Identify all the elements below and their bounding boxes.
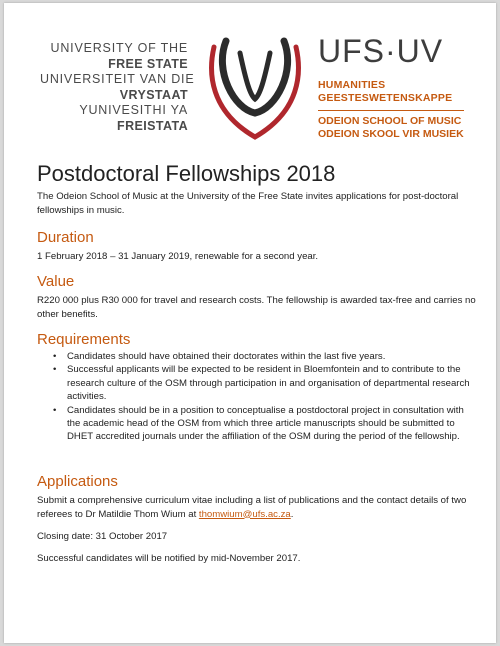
requirements-heading: Requirements (37, 331, 131, 348)
list-item (37, 363, 477, 403)
faculty-name (318, 79, 452, 105)
brand-logotype: UFS·UV (318, 33, 444, 69)
header-divider (318, 110, 464, 111)
value-heading: Value (37, 273, 75, 290)
bullet-icon: • (53, 351, 57, 362)
list-item (37, 350, 477, 363)
university-line: YUNIVESITHI YA (79, 103, 188, 117)
document-title: Postdoctoral Fellowships 2018 (37, 161, 336, 186)
list-item-text: Candidates should have obtained their doctorates within the last five years. (67, 351, 386, 362)
intro-paragraph: The Odeion School of Music at the University of the Free State invites applications for post-doctoral fellowships in music. (37, 191, 459, 216)
applications-body: Submit a comprehensive curriculum vitae including a list of publications and the contact details of two referees to Dr Matildie Thom Wium at (37, 495, 467, 520)
school-name (318, 115, 464, 141)
value-text: R220 000 plus R30 000 for travel and research costs. The fellowship is awarded tax-free and carries no other benefits. (37, 295, 476, 320)
university-name-block (40, 41, 195, 134)
list-item-text: Candidates should be in a position to conceptualise a postdoctoral project in consultation with the academic head of the OSM from which three article manuscripts should be submitted to DHET accredited journals under the affiliation of the OSM during the period of the fellowship. (67, 404, 464, 443)
university-line: VRYSTAAT (119, 87, 188, 102)
list-item (37, 404, 477, 444)
duration-heading: Duration (37, 229, 94, 246)
university-line: FREISTATA (117, 118, 188, 133)
list-item-text: Successful applicants will be expected to be resident in Bloemfontein and to contribute to the research culture of the OSM through participation in and organisation of departmental research activities. (67, 364, 470, 403)
notification-text: Successful candidates will be notified by mid-November 2017. (37, 553, 301, 564)
school-line: ODEION SCHOOL OF MUSIC (318, 115, 462, 127)
school-line: ODEION SKOOL VIR MUSIEK (318, 128, 464, 140)
applications-heading: Applications (37, 473, 118, 490)
requirements-list (37, 350, 477, 444)
email-link[interactable]: thomwium@ufs.ac.za (198, 508, 291, 520)
university-line: UNIVERSITEIT VAN DIE (40, 72, 195, 86)
university-line: FREE STATE (108, 56, 188, 71)
faculty-line: GEESTESWETENSKAPPE (318, 92, 453, 104)
applications-text (37, 494, 477, 521)
university-line: UNIVERSITY OF THE (50, 41, 188, 55)
bullet-icon: • (53, 364, 57, 376)
duration-text: 1 February 2018 – 31 January 2019, renewable for a second year. (37, 251, 319, 262)
closing-date: Closing date: 31 October 2017 (37, 531, 168, 542)
applications-end: . (290, 508, 294, 520)
bullet-icon: • (53, 404, 57, 416)
document-page (4, 3, 496, 643)
faculty-line: HUMANITIES (318, 79, 386, 91)
ufs-emblem-icon (200, 33, 310, 145)
